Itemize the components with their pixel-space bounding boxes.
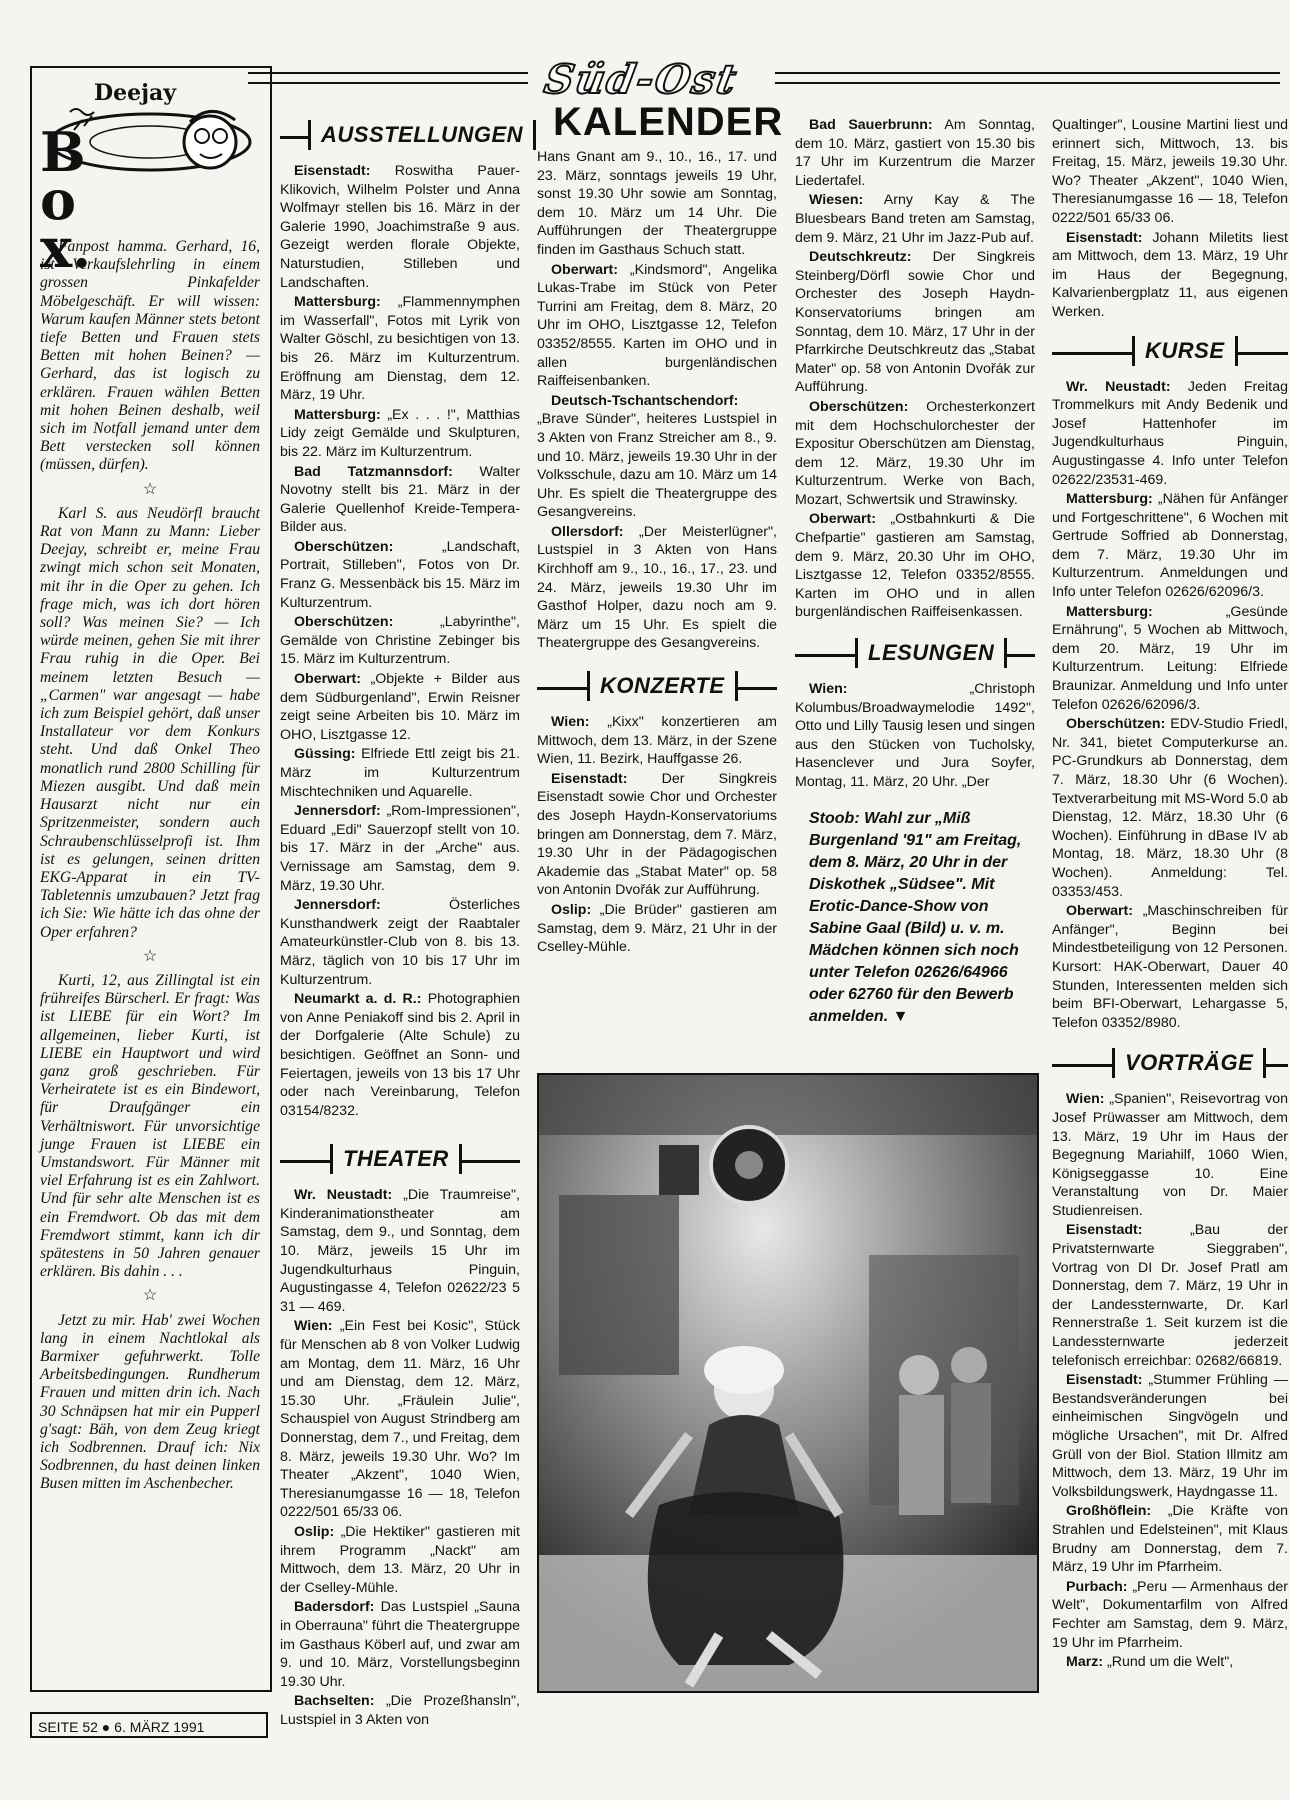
entry-text: „Brave Sünder", heiteres Lustspiel in 3 Akten von Franz Streicher am 8., 9. und 10. März, jeweils 19.30 Uhr in der Volksschule, dazu am 10. März um 14 Uhr. Es spielt die Theatergruppe des Gesangvereins. bbox=[537, 411, 777, 521]
entry-list-lesungen-cont bbox=[1052, 116, 1288, 322]
entry-location: Deutschkreutz: bbox=[809, 249, 912, 266]
star-divider: ☆ bbox=[142, 947, 158, 965]
entry-location: Bad Sauerbrunn: bbox=[809, 117, 933, 133]
entry-text: „Landschaft, Portrait, Stilleben", Fotos von Dr. Franz G. Messenbäck bis 15. März im Kulturzentrum. bbox=[280, 538, 520, 611]
entry-list-kurse bbox=[1052, 378, 1288, 1033]
calendar-entry bbox=[795, 510, 1035, 622]
entry-location: Oberschützen: bbox=[294, 538, 394, 555]
calendar-entry bbox=[280, 613, 520, 669]
calendar-entry bbox=[1052, 1653, 1288, 1672]
entry-location: Oberwart: bbox=[294, 671, 362, 688]
top-rule-left bbox=[248, 72, 528, 74]
entry-text: Jeden Freitag Trommelkurs mit Andy Bedenik und Josef Hattenhofer im Jugendkulturhaus Pinguin, Augustingasse 4. Info unter Telefon 02622/23531-469. bbox=[1052, 378, 1288, 488]
deejay-logo-big: Box. bbox=[40, 120, 91, 280]
entry-location: Jennersdorf: bbox=[294, 803, 381, 820]
calendar-entry bbox=[1052, 378, 1288, 490]
entry-location: Mattersburg: bbox=[294, 406, 381, 423]
entry-location: Wiesen: bbox=[809, 192, 864, 209]
calendar-entry bbox=[280, 406, 520, 462]
entry-text: „Bau der Privatsternwarte Sieggraben", Vortrag von DI Dr. Josef Pratl am Donnerstag, dem 7. März, 19 Uhr in der Landessternwarte, Dr. Karl Rennerstraße 1. Seit kurzem ist die Landessternwarte jederzeit telefonisch erreichbar: 02682/66819. bbox=[1052, 1222, 1288, 1369]
calendar-entry bbox=[280, 745, 520, 801]
top-rule-left-2 bbox=[248, 82, 528, 84]
calendar-entry bbox=[280, 1186, 520, 1316]
masthead-kalender: KALENDER bbox=[553, 100, 784, 144]
calendar-entry bbox=[280, 1692, 520, 1729]
calendar-entry bbox=[537, 523, 777, 653]
deejay-logo bbox=[40, 72, 260, 280]
calendar-entry bbox=[280, 162, 520, 292]
section-title: AUSSTELLUNGEN bbox=[308, 120, 536, 150]
calendar-entry bbox=[1052, 116, 1288, 228]
calendar-entry bbox=[1052, 1502, 1288, 1576]
entry-text: „Kixx" konzertieren am Mittwoch, dem 13. März, in der Szene Wien, 11. Bezirk, Hauffgasse 26. bbox=[537, 714, 777, 768]
calendar-entry bbox=[280, 990, 520, 1120]
calendar-entry bbox=[537, 901, 777, 957]
entry-location: Jennersdorf: bbox=[294, 897, 381, 914]
entry-location: Wien: bbox=[809, 681, 848, 698]
entry-text: „Die Kräfte von Strahlen und Edelsteinen", mit Klaus Brudny am Donnerstag, dem 7. März, 19 Uhr im Pfarrheim. bbox=[1052, 1503, 1288, 1576]
calendar-entry bbox=[537, 770, 777, 900]
entry-text: Der Singkreis Steinberg/Dörfl sowie Chor und Orchester des Joseph Haydn-Konservatoriums bringen am Sonntag, dem 10. März, 17 Uhr in der Pfarrkirche Deutschkreutz das „Stabat Mater" op. 58 von Antonin Dvořák zur Aufführung. bbox=[795, 249, 1035, 396]
column-2 bbox=[280, 110, 524, 1728]
calendar-entry bbox=[795, 680, 1035, 792]
calendar-entry bbox=[795, 248, 1035, 397]
calendar-entry bbox=[1052, 902, 1288, 1032]
entry-text: „Nähen für Anfänger und Fortgeschrittene", 6 Wochen mit Gertrude Soffried ab Donnerstag, dem 7. März, 19.30 Uhr im Kulturzentrum. Anmeldungen und Info unter Telefon 02626/62096/3. bbox=[1052, 491, 1288, 601]
deejay-logo-top: Deejay bbox=[90, 80, 180, 106]
calendar-entry bbox=[1052, 1371, 1288, 1501]
section-header-theater bbox=[280, 1140, 520, 1180]
entry-text: „Kindsmord", Angelika Lukas-Trabe im Stück von Peter Turrini am Freitag, dem 8. März, 20 Uhr im OHO, Lisztgasse 12, Telefon 03352/8555. Karten im OHO und in allen burgenländischen Raiffeisenbanken. bbox=[537, 261, 777, 390]
entry-location: Mattersburg: bbox=[1066, 491, 1153, 508]
entry-text: „Christoph Kolumbus/Broadwaymelodie 1492", Otto und Lilly Tausig lesen und singen aus den Stücken von Tucholsky, Hasenclever und Jura Soyfer, Montag, 11. März, 20 Uhr. „Der bbox=[795, 681, 1035, 790]
entry-list-konzerte bbox=[537, 713, 777, 957]
entry-text: „Die Brüder" gastieren am Samstag, dem 9. März, 21 Uhr in der Cselley-Mühle. bbox=[537, 901, 777, 956]
calendar-entry bbox=[280, 1317, 520, 1522]
entry-text: Orchesterkonzert mit dem Hochschulorchester der Expositur Oberschützen am Dienstag, dem 12. März, 19.30 Uhr im Kulturzentrum. Werke von Bach, Mozart, Schwertsik und Strawinsky. bbox=[795, 398, 1035, 508]
calendar-entry bbox=[1052, 1221, 1288, 1370]
entry-location: Oberwart: bbox=[551, 261, 619, 278]
calendar-entry bbox=[795, 398, 1035, 510]
entry-text: „Objekte + Bilder aus dem Südburgenland", Erwin Reisner zeigt seine Arbeiten bis 10. März im OHO, Lisztgasse 12. bbox=[280, 671, 520, 743]
entry-list-theater-cont bbox=[537, 148, 777, 653]
section-header-ausstellungen bbox=[280, 116, 524, 156]
entry-list-konzerte-cont bbox=[795, 116, 1035, 622]
entry-text: Walter Novotny stellt bis 21. März in der Galerie Quellenhof Kreide-Tempera-Bilder aus. bbox=[280, 463, 520, 536]
entry-text: „Der Meisterlügner", Lustspiel in 3 Akten von Hans Kirchhoff am 9., 10., 16., 17., 23. und 24. März, jeweils 19.30 Uhr im Gasthof Holper, dazu noch am 9. März um 15 Uhr. Es spielt die Theatergruppe des Gesangvereins. bbox=[537, 523, 777, 652]
entry-location: Neumarkt a. d. R.: bbox=[294, 991, 422, 1008]
star-divider: ☆ bbox=[142, 1287, 158, 1305]
entry-text: Qualtinger", Lousine Martini liest und erinnert sich, Mittwoch, 13. bis Freitag, 15. März, jeweils 19.30 Uhr. Wo? Theater „Akzent", 1040 Wien, Theresianumgasse 16 — 18, Telefon 0222/501 65/33 06. bbox=[1052, 117, 1288, 226]
column-5 bbox=[1052, 116, 1288, 1716]
entry-list-theater bbox=[280, 1186, 520, 1729]
entry-location: Ollersdorf: bbox=[551, 523, 624, 540]
entry-text: „Labyrinthe", Gemälde von Christine Zebinger bis 15. März im Kulturzentrum. bbox=[280, 614, 520, 668]
page-footer: SEITE 52 ● 6. MÄRZ 1991 bbox=[30, 1712, 268, 1738]
entry-text: „Maschinschreiben für Anfänger", Beginn bei Mindestbeteiligung von 12 Personen. Kursort: HAK-Oberwart, Dauer 40 Stunden, Interessenten melden sich beim BFI-Oberwart, Lehargasse 5, Telefon 03352/8980. bbox=[1052, 903, 1288, 1031]
calendar-entry bbox=[280, 670, 520, 744]
column-3 bbox=[537, 148, 777, 1058]
top-rule-right-2 bbox=[775, 82, 1280, 84]
entry-location: Wien: bbox=[1066, 1091, 1105, 1108]
entry-text: Roswitha Pauer-Klikovich, Wilhelm Polster und Anna Wolfmayr stellen bis 16. März in der Galerie 1990, Joachimstraße 9 aus. Gezeigt werden florale Objekte, Naturstudien, Stilleben und Landschaften. bbox=[280, 163, 520, 291]
section-header-lesungen bbox=[795, 634, 1035, 674]
entry-location: Eisenstadt: bbox=[551, 770, 628, 787]
calendar-entry bbox=[280, 293, 520, 405]
entry-location: Bachselten: bbox=[294, 1693, 375, 1710]
top-rule-right bbox=[775, 72, 1280, 74]
entry-list-ausstellungen bbox=[280, 162, 520, 1120]
entry-text: Am Sonntag, dem 10. März, gastiert von 15.30 bis 17 Uhr im Kurzentrum die Marzer Liedertafel. bbox=[795, 117, 1035, 189]
section-title: VORTRÄGE bbox=[1112, 1048, 1266, 1078]
entry-location: Bad Tatzmannsdorf: bbox=[294, 463, 453, 480]
entry-location: Wien: bbox=[294, 1318, 333, 1335]
column-4 bbox=[795, 116, 1035, 1066]
masthead-script: Süd-Ost bbox=[540, 56, 742, 103]
deejay-paragraph: Jetzt zu mir. Hab' zwei Wochen lang in einem Nachtlokal als Barmixer gefuhrwerkt. Tolle Arbeitsbedingungen. Rundherum Frauen und mitten drin ich. Nach 30 Schnäpsen hat mir ein Pupperl g'sagt: Bäh, von dem Zeug kriegt ich Sodbrennen. Drauf ich: Nix Sodbrennen, du hast deinen linken Busen mitten im Aschenbecher. bbox=[40, 1311, 260, 1493]
section-header-konzerte bbox=[537, 667, 777, 707]
entry-location: Eisenstadt: bbox=[1066, 229, 1143, 246]
entry-location: Oslip: bbox=[294, 1523, 335, 1540]
miss-burgenland-callout: Stoob: Wahl zur „Miß Burgenland '91" am Freitag, dem 8. März, 20 Uhr in der Diskothek „Südsee". Mit Erotic-Dance-Show von Sabine Gaal (Bild) u. v. m. Mädchen können sich noch unter Telefon 02626/64966 oder 62760 für den Bewerb anmelden. ▼ bbox=[809, 809, 1022, 1025]
section-title: THEATER bbox=[330, 1144, 462, 1174]
masthead bbox=[525, 56, 785, 146]
entry-location: Güssing: bbox=[294, 746, 356, 763]
entry-text: „Ein Fest bei Kosic", Stück für Menschen ab 8 von Volker Ludwig am Montag, dem 11. März, 16 Uhr und am Dienstag, dem 12. März, 15.30 Uhr. „Fräulein Julie", Schauspiel von August Strindberg am Donnerstag, dem 7., und Freitag, dem 8. März, jeweils 19.30 Uhr. Wo? Im Theater „Akzent", 1040 Wien, Theresianumgasse 16 — 18, Telefon 0222/501 65/33 06. bbox=[280, 1318, 520, 1521]
calendar-entry bbox=[537, 713, 777, 769]
entry-text: „Die Hektiker" gastieren mit ihrem Programm „Nackt" am Mittwoch, dem 13. März, 20 Uhr in der Cselley-Mühle. bbox=[280, 1523, 520, 1596]
entry-text: „Die Prozeßhansln", Lustspiel in 3 Akten von bbox=[280, 1693, 520, 1728]
entry-location: Großhöflein: bbox=[1066, 1503, 1152, 1520]
entry-list-lesungen bbox=[795, 680, 1035, 792]
star-divider: ☆ bbox=[142, 480, 158, 498]
calendar-entry bbox=[1052, 229, 1288, 322]
deejay-paragraph: Fanpost hamma. Gerhard, 16, ist Verkaufslehrling in einem grossen Pinkafelder Möbelgeschäft. Er will wissen: Warum kaufen Männer stets betont tiefe Betten und Frauen stets Betten mit hohen Beinen? — Gerhard, das ist logisch zu erklären. Frauen wählen Betten mit hohen Beinen deshalb, weil sich im Notfall jemand unter dem Bett verstecken soll können (müssen, dürfen). bbox=[40, 238, 260, 474]
section-header-vortraege bbox=[1052, 1044, 1288, 1084]
entry-text: Österliches Kunsthandwerk zeigt der Raabtaler Amateurkünstler-Club von 8. bis 13. März, täglich von 10 bis 17 Uhr im Kulturzentrum. bbox=[280, 897, 520, 988]
entry-text: „Ostbahnkurti & Die Chefpartie" gastieren am Samstag, dem 9. März, 20.30 Uhr im OHO, Lisztgasse 12, Telefon 03352/8555. Karten im OHO und in allen burgenländischen Raiffeisenkassen. bbox=[795, 511, 1035, 621]
entry-text: „Rund um die Welt", bbox=[1103, 1654, 1234, 1671]
calendar-entry bbox=[280, 1523, 520, 1597]
entry-location: Oberwart: bbox=[1066, 903, 1134, 920]
calendar-entry bbox=[537, 148, 777, 260]
entry-text: Hans Gnant am 9., 10., 16., 17. und 23. März, sonntags jeweils 19 Uhr, sonst 19.30 Uhr sowie am Sonntag, dem 10. März um 14 Uhr. Die Aufführungen der Theatergruppe finden im Gasthaus Schuch statt. bbox=[537, 149, 777, 258]
entry-text: „Stummer Frühling — Bestandsveränderungen bei einheimischen Singvögeln und mögliche Ursachen", mit Dr. Alfred Grüll von der Biol. Station Illmitz am Mittwoch, dem 13. März, 19 Uhr im Volksbildungswerk, Haydngasse 11. bbox=[1052, 1372, 1288, 1500]
entry-location: Wr. Neustadt: bbox=[294, 1187, 393, 1204]
calendar-entry bbox=[1052, 490, 1288, 602]
calendar-entry bbox=[1052, 1090, 1288, 1220]
entry-location: Wr. Neustadt: bbox=[1066, 378, 1171, 395]
entry-location: Oberwart: bbox=[809, 511, 877, 528]
calendar-entry bbox=[795, 191, 1035, 247]
calendar-entry bbox=[1052, 1578, 1288, 1652]
entry-text: Der Singkreis Eisenstadt sowie Chor und Orchester des Joseph Haydn-Konservatoriums bringen am Donnerstag, dem 7. März, 19.30 Uhr in der Pädagogischen Akademie das „Stabat Mater" op. 58 von Antonin Dvořák zur Aufführung. bbox=[537, 770, 777, 899]
deejay-paragraph: Karl S. aus Neudörfl braucht Rat von Mann zu Mann: Lieber Deejay, schreibt er, meine Frau zwingt mich schon seit Monaten, mit ihr in die Oper zu gehen. Ich frage mich, was ich dort hören soll? Was meinen Sie? — Ich würde meinen, gehen Sie mit ihrer Frau ruhig in die Oper. Bei meinem letzten Besuch — „Carmen" war angesagt — habe ich zum Beispiel gehört, daß unser Installateur vor dem Konkurs steht. Und daß Onkel Theo monatlich rund 2800 Schilling für Miezen ausgibt. Und daß mein Hausarzt nicht nur ein Spritzenmeister, sondern auch Schraubenschlüsselprofi ist. Ihm ist es gelungen, seinen dritten EKG-Apparat in ein TV-Tabletennis umzubauen? Jetzt frag ich Sie: Wie hätte ich das ohne der Oper erfahren? bbox=[40, 504, 260, 941]
calendar-entry bbox=[280, 896, 520, 989]
entry-location: Oberschützen: bbox=[1066, 716, 1166, 733]
dance-show-photo bbox=[537, 1073, 1039, 1693]
section-title: KONZERTE bbox=[587, 671, 738, 701]
entry-location: Eisenstadt: bbox=[1066, 1222, 1143, 1239]
entry-text: Johann Miletits liest am Mittwoch, dem 13. März, 19 Uhr im Haus der Begegnung, Kalvarienbergplatz 11, aus eigenen Werken. bbox=[1052, 229, 1288, 320]
entry-text: „Peru — Armenhaus der Welt", Dokumentarfilm von Alfred Fechter am Samstag, dem 9. März, 19 Uhr im Pfarrheim. bbox=[1052, 1578, 1288, 1651]
calendar-entry bbox=[795, 116, 1035, 190]
calendar-entry bbox=[537, 261, 777, 391]
entry-location: Badersdorf: bbox=[294, 1599, 375, 1616]
entry-location: Wien: bbox=[551, 714, 590, 731]
entry-location: Oberschützen: bbox=[809, 398, 909, 415]
entry-text: EDV-Studio Friedl, Nr. 341, bietet Computerkurse an. PC-Grundkurs ab Donnerstag, dem 7. März, 18.30 Uhr (6 Wochen). Textverarbeitung mit MS-Word 5.0 ab Dienstag, 12. März, 18.30 Uhr (6 Wochen). Einführung in dBase IV ab Montag, 18. März, 18.30 Uhr (8 Wochen). Anmeldung: Tel. 03353/453. bbox=[1052, 716, 1288, 900]
entry-location: Mattersburg: bbox=[294, 294, 381, 311]
calendar-entry bbox=[280, 538, 520, 612]
entry-location: Oberschützen: bbox=[294, 614, 394, 631]
entry-location: Eisenstadt: bbox=[1066, 1372, 1143, 1389]
entry-list-vortraege bbox=[1052, 1090, 1288, 1671]
section-title: LESUNGEN bbox=[855, 638, 1007, 668]
entry-text: Das Lustspiel „Sauna in Oberrauna" führt die Theatergruppe im Gasthaus Köberl auf, und zwar am 9. und 10. März, Vorstellungsbeginn 19.30 Uhr. bbox=[280, 1599, 520, 1690]
entry-location: Mattersburg: bbox=[1066, 603, 1153, 620]
calendar-entry bbox=[280, 463, 520, 537]
entry-location: Eisenstadt: bbox=[294, 163, 371, 179]
entry-text: „Spanien", Reisevortrag von Josef Prüwasser am Mittwoch, dem 13. März, 19 Uhr im Haus der Begegnung Mariahilf, 1060 Wien, Königseggasse 10. Eine Veranstaltung von Dr. Maier Studienreisen. bbox=[1052, 1091, 1288, 1219]
calendar-entry bbox=[280, 1598, 520, 1691]
entry-text: „Flammennymphen im Wasserfall", Fotos mit Lyrik von Walter Göschl, zu besichtigen von 13. bis 26. März im Kulturzentrum. Eröffnung am Dienstag, dem 12. März, 19 Uhr. bbox=[280, 294, 520, 404]
entry-location: Purbach: bbox=[1066, 1578, 1128, 1595]
calendar-entry bbox=[280, 802, 520, 895]
deejay-column bbox=[40, 238, 260, 1496]
entry-text: „Rom-Impressionen", Eduard „Edi" Sauerzopf stellt von 10. bis 17. März in der „Arche" aus. Vernissage am Samstag, dem 9. März, 19.30 Uhr. bbox=[280, 803, 520, 894]
calendar-entry bbox=[1052, 603, 1288, 715]
entry-text: „Ex . . . !", Matthias Lidy zeigt Gemälde und Skulpturen, bis 22. März im Kulturzentrum. bbox=[280, 406, 520, 460]
entry-location: Oslip: bbox=[551, 901, 592, 918]
entry-location: Deutsch-Tschantschendorf: bbox=[551, 392, 739, 409]
entry-text: Arny Kay & The Bluesbears Band treten am Samstag, dem 9. März, 21 Uhr im Jazz-Pub auf. bbox=[795, 192, 1035, 246]
calendar-entry bbox=[537, 392, 777, 522]
section-header-kurse bbox=[1052, 332, 1288, 372]
deejay-paragraph: Kurti, 12, aus Zillingtal ist ein frühreifes Bürscherl. Er fragt: Was ist LIEBE für ein Wort? Im allgemeinen, lieber Kurti, ist LIEBE ein Hauptwort und wird ganz groß geschrieben. Für Verheiratete ist es ein Bindewort, für Draufgänger ein Verhältniswort. Für unvorsichtige junge Frauen ist LIEBE ein Umstandswort. Für Männer mit viel Erfahrung ist es ein Zahlwort. Und für sehr alte Menschen ist es ein Fremdwort. Ob das mit dem Fremdwort stimmt, kann ich dir spätestens in 50 Jahren genauer erklären. Bis dahin . . . bbox=[40, 971, 260, 1281]
section-title: KURSE bbox=[1132, 336, 1238, 366]
entry-text: „Gesünde Ernährung", 5 Wochen ab Mittwoch, dem 20. März, 19 Uhr im Kulturzentrum. Leitung: Elfriede Braunizar. Anmeldung und Info unter Telefon 02626/62096/3. bbox=[1052, 603, 1288, 713]
entry-text: Photographien von Anne Peniakoff sind bis 2. April in der Dorfgalerie (Alte Schule) zu besichtigen. Geöffnet an Sonn- und Feiertagen, jeweils von 13 bis 17 Uhr oder nach Vereinbarung, Telefon 03154/8232. bbox=[280, 991, 520, 1119]
dancer-photo-image bbox=[539, 1075, 1037, 1691]
entry-location: Marz: bbox=[1066, 1654, 1104, 1671]
calendar-entry bbox=[1052, 715, 1288, 901]
entry-text: Elfriede Ettl zeigt bis 21. März im Kulturzentrum Mischtechniken und Aquarelle. bbox=[280, 746, 520, 800]
entry-text: „Die Traumreise", Kinderanimationstheater am Samstag, dem 9., und Sonntag, dem 10. März, jeweils 15 Uhr im Jugendkulturhaus Pinguin, Augustingasse 4, Telefon 02622/23 5 31 — 469. bbox=[280, 1187, 520, 1315]
